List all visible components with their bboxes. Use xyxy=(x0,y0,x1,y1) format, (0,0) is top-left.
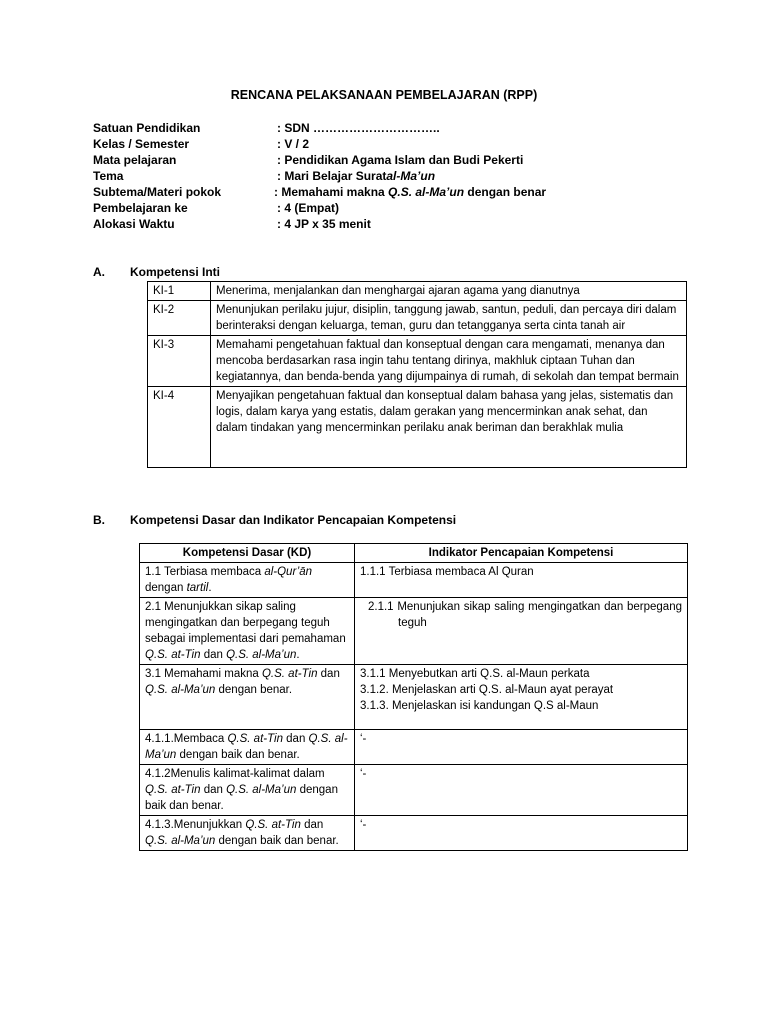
kd-cell xyxy=(140,598,355,665)
table-row xyxy=(148,301,687,336)
table-row xyxy=(148,387,687,468)
ipk-item: 3.1.3. Menjelaskan isi kandungan Q.S al-Maun xyxy=(360,700,599,712)
ki-code: KI-3 xyxy=(148,336,211,387)
ki-code: KI-2 xyxy=(148,301,211,336)
identity-value-text: : Memahami makna xyxy=(274,185,389,199)
kd-italic: Q.S. at-Tin xyxy=(145,649,201,661)
kd-text: dengan baik dan benar. xyxy=(145,784,338,812)
section-letter: A. xyxy=(93,265,105,279)
kd-text: dengan baik dan benar. xyxy=(176,749,300,761)
kd-italic: Q.S. al-Ma’un xyxy=(226,649,297,661)
identity-value: : V / 2 xyxy=(277,137,310,151)
kd-cell xyxy=(140,665,355,730)
ipk-cell: ‘- xyxy=(355,730,688,765)
kd-text: 3.1 Memahami makna xyxy=(145,668,262,680)
ipk-cell xyxy=(355,665,688,730)
column-header-kd: Kompetensi Dasar (KD) xyxy=(140,544,355,563)
kd-italic: Q.S. at-Tin xyxy=(227,733,283,745)
identity-value: : Pendidikan Agama Islam dan Budi Pekerti xyxy=(277,153,524,167)
identity-value-italic: Q.S. al-Ma’un xyxy=(388,185,465,199)
table-row xyxy=(148,336,687,387)
identity-label: Tema xyxy=(93,169,124,183)
section-title: Kompetensi Dasar dan Indikator Pencapaian Kompetensi xyxy=(130,513,457,527)
kd-italic: Q.S. at-Tin xyxy=(261,668,318,680)
kd-text: dan xyxy=(317,668,340,680)
kd-cell xyxy=(140,816,355,851)
ki-text: Menerima, menjalankan dan menghargai ajaran agama yang dianutnya xyxy=(211,282,687,301)
ipk-cell: ‘- xyxy=(355,765,688,816)
identity-value xyxy=(274,185,546,199)
ki-text: Memahami pengetahuan faktual dan konseptual dengan cara mengamati, menanya dan mencoba berdasarkan rasa ingin tahu tentang dirinya, makhluk ciptaan Tuhan dan kegiatannya, dan benda-benda yang dijumpainya di rumah, di sekolah dan tempat bermain xyxy=(211,336,687,387)
kd-italic: tartil xyxy=(186,582,209,594)
ki-text: Menyajikan pengetahuan faktual dan konseptual dalam bahasa yang jelas, sistematis dan logis, dalam karya yang estatis, dalam gerakan yang mencerminkan anak sehat, dan dalam tindakan yang mencerminkan perilaku anak beriman dan berakhlak mulia xyxy=(211,387,687,468)
table-row xyxy=(140,665,688,730)
ipk-item: 3.1.2. Menjelaskan arti Q.S. al-Maun ayat perayat xyxy=(360,684,614,696)
table-row xyxy=(140,730,688,765)
table-row xyxy=(140,598,688,665)
kd-text: dan xyxy=(200,649,227,661)
ipk-text: 2.1.1 Menunjukan sikap saling mengingatkan dan berpegang teguh xyxy=(368,601,682,629)
kd-text: . xyxy=(296,649,300,661)
kd-text: dengan benar. xyxy=(215,684,293,696)
kd-italic: Q.S. al-Ma’un xyxy=(145,835,216,847)
table-row xyxy=(140,816,688,851)
identity-value xyxy=(277,169,435,183)
ipk-cell xyxy=(355,598,688,665)
ki-code: KI-4 xyxy=(148,387,211,468)
kd-text: . xyxy=(208,582,212,594)
kd-text: 1.1 Terbiasa membaca xyxy=(145,566,265,578)
kompetensi-dasar-table xyxy=(139,543,688,851)
kd-cell xyxy=(140,765,355,816)
kd-italic: Q.S. at-Tin xyxy=(245,819,301,831)
identity-value-italic: al-Ma’un xyxy=(386,169,436,183)
identity-value: : 4 JP x 35 menit xyxy=(277,217,371,231)
kd-italic: Q.S. al-Ma’un xyxy=(145,733,348,761)
kompetensi-inti-table xyxy=(147,281,687,468)
kd-italic: Q.S. al-Ma’un xyxy=(145,684,216,696)
identity-label: Satuan Pendidikan xyxy=(93,121,201,135)
ki-text: Menunjukan perilaku jujur, disiplin, tanggung jawab, santun, peduli, dan percaya diri dalam berinteraksi dengan keluarga, teman, guru dan tetangganya serta cinta tanah air xyxy=(211,301,687,336)
kd-text: dan xyxy=(200,784,227,796)
kd-text: dan xyxy=(282,733,309,745)
kd-italic: Q.S. at-Tin xyxy=(145,784,201,796)
ipk-item: 3.1.1 Menyebutkan arti Q.S. al-Maun perkata xyxy=(360,668,590,680)
table-row xyxy=(140,765,688,816)
kd-cell xyxy=(140,563,355,598)
kd-cell xyxy=(140,730,355,765)
kd-text: 4.1.3.Menunjukkan xyxy=(145,819,246,831)
identity-value: : 4 (Empat) xyxy=(277,201,340,215)
identity-value: : SDN ………………………….. xyxy=(277,121,440,135)
section-title: Kompetensi Inti xyxy=(130,265,221,279)
kd-text: 4.1.2Menulis kalimat-kalimat dalam xyxy=(145,768,325,780)
table-row xyxy=(148,282,687,301)
identity-value-text: dengan benar xyxy=(464,185,547,199)
table-header-row xyxy=(140,544,688,563)
identity-label: Pembelajaran ke xyxy=(93,201,188,215)
ki-code: KI-1 xyxy=(148,282,211,301)
kd-italic: al-Qur’ān xyxy=(264,566,313,578)
kd-text: dengan xyxy=(145,582,187,594)
document-title: RENCANA PELAKSANAAN PEMBELAJARAN (RPP) xyxy=(230,88,538,102)
kd-text: dan xyxy=(300,819,324,831)
column-header-ipk: Indikator Pencapaian Kompetensi xyxy=(355,544,688,563)
kd-text: 4.1.1.Membaca xyxy=(145,733,228,745)
table-row xyxy=(140,563,688,598)
ipk-cell: 1.1.1 Terbiasa membaca Al Quran xyxy=(355,563,688,598)
kd-italic: Q.S. al-Ma’un xyxy=(226,784,297,796)
identity-label: Kelas / Semester xyxy=(93,137,190,151)
ipk-cell: ‘- xyxy=(355,816,688,851)
identity-label: Alokasi Waktu xyxy=(93,217,175,231)
section-letter: B. xyxy=(93,513,105,527)
identity-label: Subtema/Materi pokok xyxy=(93,185,222,199)
kd-text: dengan baik dan benar. xyxy=(215,835,339,847)
kd-text: 2.1 Menunjukkan sikap saling mengingatkan dan berpegang teguh sebagai implementasi dari pemahaman xyxy=(145,601,346,645)
identity-value-text: : Mari Belajar Surat xyxy=(277,169,387,183)
identity-label: Mata pelajaran xyxy=(93,153,177,167)
